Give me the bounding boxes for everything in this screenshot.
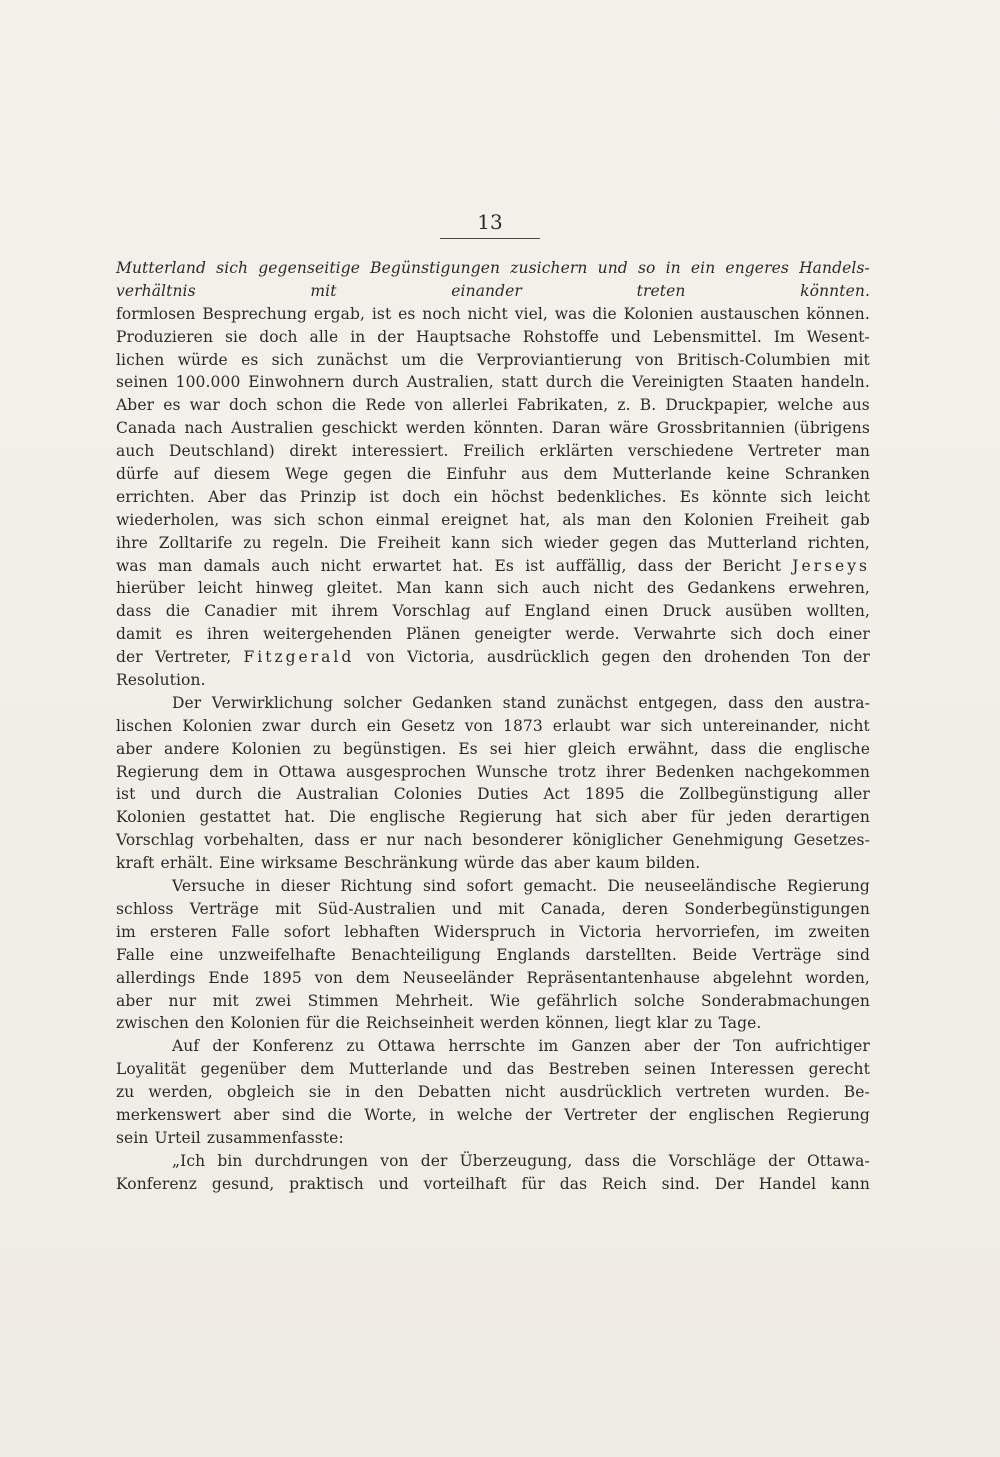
text-line: Regierung dem in Ottawa ausgesprochen Wunsche trotz ihrer Bedenken nachgekommen xyxy=(116,762,870,781)
text-line: ist und durch die Australian Colonies Duties Act 1895 die Zollbegünstigung aller xyxy=(116,785,870,804)
text-line: der Vertreter, Fitzgerald von Victoria, ausdrücklich gegen den drohenden Ton der xyxy=(116,648,870,667)
text-line: sein Urteil zusammenfasste: xyxy=(116,1128,344,1147)
text-line: Canada nach Australien geschickt werden könnten. Daran wäre Grossbritannien (übrigens xyxy=(116,419,870,438)
text-line: allerdings Ende 1895 von dem Neuseeländer Repräsentantenhause abgelehnt worden, xyxy=(116,968,870,987)
text-line: kraft erhält. Eine wirksame Beschränkung würde das aber kaum bilden. xyxy=(116,854,701,873)
text-line: ihre Zolltarife zu regeln. Die Freiheit kann sich wieder gegen das Mutterland richten, xyxy=(116,533,870,552)
text-line: Auf der Konferenz zu Ottawa herrschte im Ganzen aber der Ton aufrichtiger xyxy=(172,1037,870,1056)
text-line: hierüber leicht hinweg gleitet. Man kann sich auch nicht des Gedankens erwehren, xyxy=(116,579,870,598)
text-line: schloss Verträge mit Süd-Australien und mit Canada, deren Sonderbegünstigungen xyxy=(116,899,870,918)
text-line: formlosen Besprechung ergab, ist es noch nicht viel, was die Kolonien austauschen können. xyxy=(116,304,870,323)
text-line: Resolution. xyxy=(116,671,206,690)
page-number: 13 xyxy=(440,210,540,239)
text-line: zu werden, obgleich sie in den Debatten nicht ausdrücklich vertreten wurden. Be- xyxy=(116,1083,870,1102)
text-line: Mutterland sich gegenseitige Begünstigungen zusichern und so in ein engeres Handels- xyxy=(116,259,870,277)
text-line: Produzieren sie doch alle in der Hauptsache Rohstoffe und Lebensmittel. Im Wesent- xyxy=(116,327,870,346)
text-line: seinen 100.000 Einwohnern durch Australien, statt durch die Vereinigten Staaten handeln. xyxy=(116,373,870,392)
text-line: Kolonien gestattet hat. Die englische Regierung hat sich aber für jeden derartigen xyxy=(116,808,870,827)
text-line: Konferenz gesund, praktisch und vorteilhaft für das Reich sind. Der Handel kann xyxy=(116,1174,870,1193)
text-line: aber andere Kolonien zu begünstigen. Es sei hier gleich erwähnt, dass die englische xyxy=(116,739,870,758)
text-line: dürfe auf diesem Wege gegen die Einfuhr aus dem Mutterlande keine Schranken xyxy=(116,465,870,484)
body-text xyxy=(116,257,870,1196)
text-line: was man damals auch nicht erwartet hat. Es ist auffällig, dass der Bericht Jerseys xyxy=(116,556,870,575)
text-line: lichen würde es sich zunächst um die Verproviantierung von Britisch-Columbien mit xyxy=(116,350,870,369)
text-line: auch Deutschland) direkt interessiert. Freilich erklärten verschiedene Vertreter man xyxy=(116,442,870,461)
text-line: Loyalität gegenüber dem Mutterlande und das Bestreben seinen Interessen gerecht xyxy=(116,1060,870,1079)
text-line: zwischen den Kolonien für die Reichseinheit werden können, liegt klar zu Tage. xyxy=(116,1014,762,1033)
text-line: merkenswert aber sind die Worte, in welche der Vertreter der englischen Regierung xyxy=(116,1105,870,1124)
text-line: wiederholen, was sich schon einmal ereignet hat, als man den Kolonien Freiheit gab xyxy=(116,510,870,529)
text-line: im ersteren Falle sofort lebhaften Widerspruch in Victoria hervorriefen, im zweiten xyxy=(116,922,870,941)
text-line: lischen Kolonien zwar durch ein Gesetz von 1873 erlaubt war sich untereinander, nicht xyxy=(116,716,870,735)
text-line: „Ich bin durchdrungen von der Überzeugung, dass die Vorschläge der Ottawa- xyxy=(172,1151,870,1170)
text-line: Vorschlag vorbehalten, dass er nur nach besonderer königlicher Genehmigung Gesetzes- xyxy=(116,831,870,850)
text-line: Der Verwirklichung solcher Gedanken stand zunächst entgegen, dass den austra- xyxy=(172,693,870,712)
text-line: Versuche in dieser Richtung sind sofort gemacht. Die neuseeländische Regierung xyxy=(172,877,870,896)
text-line: Falle eine unzweifelhafte Benachteiligung Englands darstellten. Beide Verträge sind xyxy=(116,945,870,964)
text-line: aber nur mit zwei Stimmen Mehrheit. Wie gefährlich solche Sonderabmachungen xyxy=(116,991,870,1010)
text-line: damit es ihren weitergehenden Plänen geneigter werde. Verwahrte sich doch einer xyxy=(116,625,870,644)
text-line: Aber es war doch schon die Rede von allerlei Fabrikaten, z. B. Druckpapier, welche aus xyxy=(116,396,870,415)
text-line: errichten. Aber das Prinzip ist doch ein höchst bedenkliches. Es könnte sich leicht xyxy=(116,487,870,506)
text-line: verhältnis mit einander treten könnten. xyxy=(116,281,870,300)
text-line: dass die Canadier mit ihrem Vorschlag auf England einen Druck ausüben wollten, xyxy=(116,602,870,621)
